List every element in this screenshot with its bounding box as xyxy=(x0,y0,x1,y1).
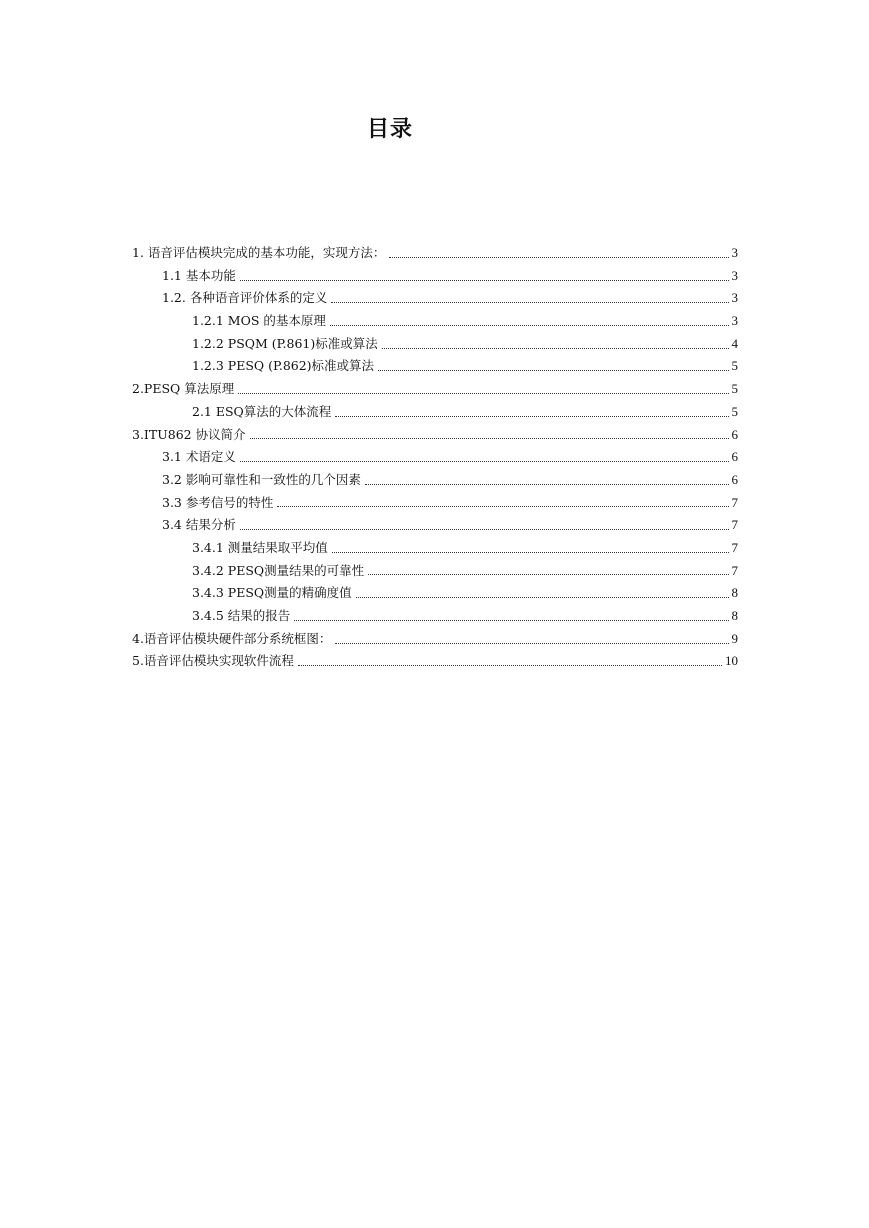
toc-entry-title: 3.4.5 结果的报告 xyxy=(192,608,291,623)
toc-page-number: 8 xyxy=(731,608,738,623)
toc-entry[interactable] xyxy=(132,242,738,265)
dot-leader xyxy=(332,552,729,553)
toc-page-number: 6 xyxy=(731,426,738,442)
toc-entry-title: 1.1 基本功能 xyxy=(162,267,236,283)
dot-leader xyxy=(365,484,729,485)
toc-page-number: 7 xyxy=(731,539,738,555)
dot-leader xyxy=(240,280,729,281)
toc-entry-title: 3.4.2 PESQ测量结果的可靠性 xyxy=(192,562,365,578)
toc-page-number: 6 xyxy=(731,471,738,487)
toc-entry[interactable] xyxy=(132,492,738,515)
dot-leader xyxy=(277,506,728,507)
toc-page-number: 6 xyxy=(731,449,738,465)
dot-leader xyxy=(238,393,728,394)
toc-entry[interactable] xyxy=(132,446,738,469)
toc-entry[interactable] xyxy=(132,333,738,356)
toc-entry[interactable] xyxy=(132,378,738,401)
dot-leader xyxy=(240,461,729,462)
dot-leader xyxy=(335,643,728,644)
dot-leader xyxy=(330,325,729,326)
dot-leader xyxy=(294,620,728,621)
toc-entry-title: 3.4 结果分析 xyxy=(162,517,236,533)
dot-leader xyxy=(378,370,728,371)
toc-entry-title: 3.ITU862 协议简介 xyxy=(132,426,246,442)
toc-page-number: 7 xyxy=(731,517,738,533)
toc-entry-title: 1.2.2 PSQM (P.861)标准或算法 xyxy=(192,335,378,351)
dot-leader xyxy=(356,597,729,598)
toc-entry[interactable] xyxy=(132,287,738,310)
dot-leader xyxy=(331,302,728,303)
toc-page-number: 5 xyxy=(731,358,738,374)
toc-entry-title: 2.PESQ 算法原理 xyxy=(132,381,235,397)
toc-page-number: 3 xyxy=(731,245,738,260)
toc-page-number: 5 xyxy=(731,403,738,419)
toc-entry[interactable] xyxy=(132,424,738,447)
page-title: 目录 xyxy=(366,117,413,142)
dot-leader xyxy=(368,574,728,575)
toc-page-number: 8 xyxy=(731,585,738,601)
dot-leader xyxy=(250,438,729,439)
toc-entry-title: 3.1 术语定义 xyxy=(162,449,236,465)
toc-entry-title: 3.4.1 测量结果取平均值 xyxy=(192,539,328,555)
dot-leader xyxy=(335,416,728,417)
toc-entry-title: 1. 语音评估模块完成的基本功能，实现方法： xyxy=(132,245,386,260)
toc-entry[interactable] xyxy=(132,469,738,492)
toc-entry[interactable] xyxy=(132,650,738,673)
toc-page-number: 7 xyxy=(731,494,738,510)
toc-entry-title: 1.2. 各种语音评价体系的定义 xyxy=(162,290,328,306)
toc-entry[interactable] xyxy=(132,537,738,560)
dot-leader xyxy=(382,348,729,349)
toc-page-number: 3 xyxy=(731,267,738,283)
toc-entry[interactable] xyxy=(132,628,738,651)
toc-page-number: 5 xyxy=(731,381,738,397)
toc-entry[interactable] xyxy=(132,310,738,333)
table-of-contents xyxy=(132,242,738,673)
toc-entry-title: 2.1 ESQ算法的大体流程 xyxy=(192,403,332,419)
toc-page-number: 9 xyxy=(731,630,738,646)
toc-entry-title: 3.4.3 PESQ测量的精确度值 xyxy=(192,585,352,601)
toc-entry[interactable] xyxy=(132,401,738,424)
toc-entry-title: 5.语音评估模块实现软件流程 xyxy=(132,653,294,669)
dot-leader xyxy=(389,257,728,258)
toc-entry-title: 1.2.3 PESQ (P.862)标准或算法 xyxy=(192,358,375,374)
dot-leader xyxy=(298,665,722,666)
toc-entry-title: 3.2 影响可靠性和一致性的几个因素 xyxy=(162,471,361,487)
toc-entry-title: 1.2.1 MOS 的基本原理 xyxy=(192,313,326,329)
toc-entry[interactable] xyxy=(132,605,738,628)
toc-page-number: 3 xyxy=(731,290,738,306)
toc-entry[interactable] xyxy=(132,514,738,537)
toc-entry[interactable] xyxy=(132,560,738,583)
toc-entry[interactable] xyxy=(132,582,738,605)
toc-page-number: 10 xyxy=(725,653,738,669)
toc-page-number: 7 xyxy=(731,562,738,578)
toc-entry-title: 3.3 参考信号的特性 xyxy=(162,494,274,510)
toc-entry[interactable] xyxy=(132,355,738,378)
toc-entry[interactable] xyxy=(132,265,738,288)
toc-page-number: 3 xyxy=(731,313,738,329)
toc-entry-title: 4.语音评估模块硬件部分系统框图： xyxy=(132,630,332,646)
dot-leader xyxy=(240,529,729,530)
toc-page-number: 4 xyxy=(731,335,738,351)
